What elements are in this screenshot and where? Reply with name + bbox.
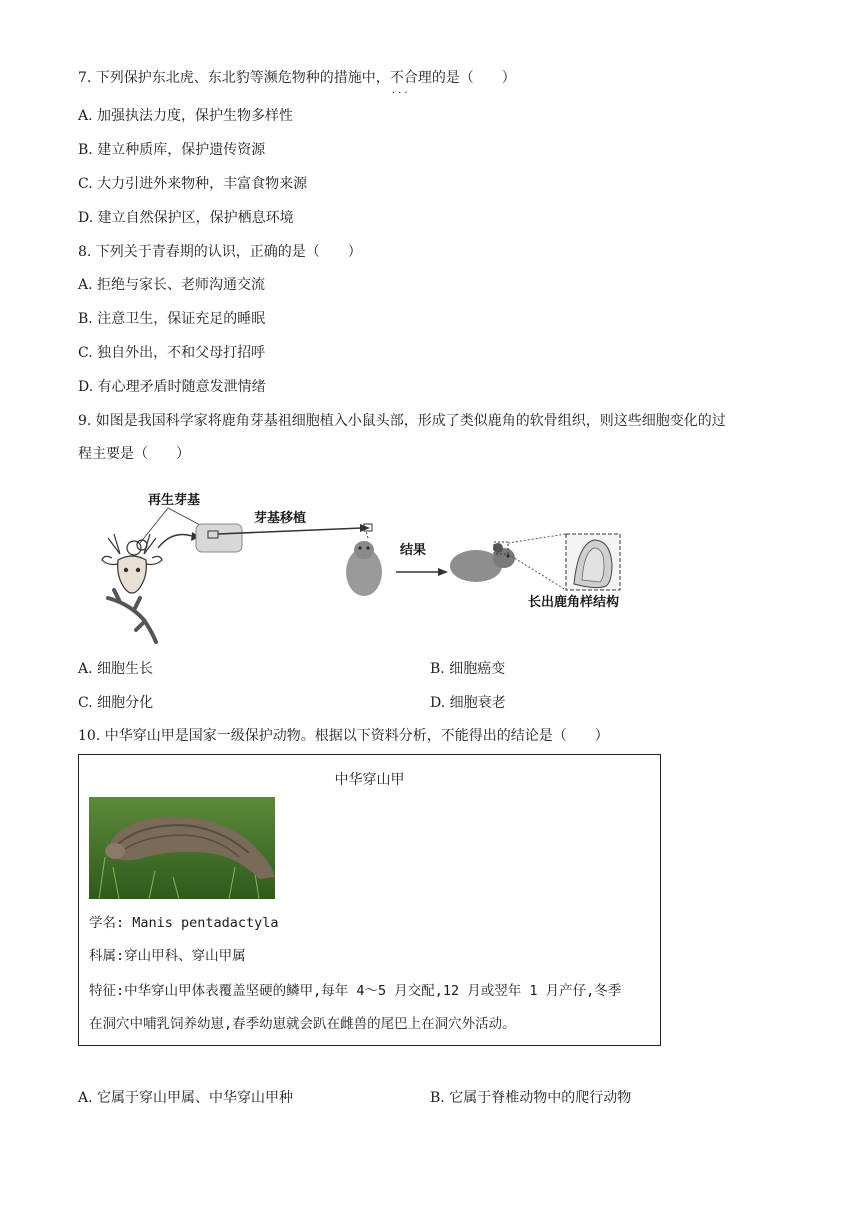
- q9-option-c: C. 细胞分化: [78, 695, 154, 711]
- mouse-before-illustration: [346, 531, 382, 596]
- q8-option-c: C. 独自外出，不和父母打招呼: [78, 345, 266, 361]
- q8-option-a: A. 拒绝与家长、老师沟通交流: [78, 277, 266, 293]
- label-regenerative-blastema: 再生芽基: [148, 493, 201, 508]
- q7-option-c: C. 大力引进外来物种，丰富食物来源: [78, 176, 308, 192]
- q8-option-b: B. 注意卫生，保证充足的睡眠: [78, 311, 266, 327]
- card-title: 中华穿山甲: [334, 772, 405, 788]
- antler-like-structure-magnified: [566, 534, 620, 590]
- blastema-tissue: [196, 524, 242, 552]
- q9-option-d: D. 细胞衰老: [430, 695, 506, 711]
- q8-option-d: D. 有心理矛盾时随意发泄情绪: [78, 379, 266, 395]
- q7-option-a: A. 加强执法力度，保护生物多样性: [78, 108, 294, 124]
- q10-option-b: B. 它属于脊椎动物中的爬行动物: [430, 1090, 632, 1106]
- q7-stem-post: 的是（ ）: [431, 70, 516, 86]
- q10-stem: 10. 中华穿山甲是国家一级保护动物。根据以下资料分析，不能得出的结论是（ ）: [78, 728, 609, 744]
- q7-stem-emphasis: 不合理 · · ·: [390, 70, 432, 86]
- q7-stem: [78, 68, 516, 88]
- q7-option-b: B. 建立种质库，保护遗传资源: [78, 142, 266, 158]
- label-result: 结果: [400, 543, 427, 558]
- label-blastema-transplant: 芽基移植: [254, 511, 307, 526]
- q10-option-a: A. 它属于穿山甲属、中华穿山甲种: [78, 1090, 294, 1106]
- q7-option-d: D. 建立自然保护区，保护栖息环境: [78, 210, 294, 226]
- q9-diagram: [100, 486, 660, 646]
- label-antler-like-structure: 长出鹿角样结构: [528, 595, 620, 610]
- card-family-genus: 科属:穿山甲科、穿山甲属: [89, 948, 246, 964]
- q9-stem-line2: 程主要是（ ）: [78, 446, 190, 462]
- q9-stem-line1: 9. 如图是我国科学家将鹿角芽基祖细胞植入小鼠头部，形成了类似鹿角的软骨组织，则这些细胞变化的过: [78, 413, 726, 429]
- antler-illustration: [108, 590, 156, 642]
- pangolin-info-card: [78, 754, 661, 1046]
- q8-stem: 8. 下列关于青春期的认识，正确的是（ ）: [78, 244, 362, 260]
- card-features-line1: 特征:中华穿山甲体表覆盖坚硬的鳞甲,每年 4～5 月交配,12 月或翌年 1 月产仔,冬季: [89, 983, 622, 999]
- q9-figure: [100, 486, 660, 646]
- card-scientific-name: 学名: Manis pentadactyla: [89, 915, 279, 931]
- pangolin-photo: [89, 797, 275, 899]
- card-features-line2: 在洞穴中哺乳饲养幼崽,春季幼崽就会趴在雌兽的尾巴上在洞穴外活动。: [89, 1016, 516, 1032]
- q9-option-b: B. 细胞癌变: [430, 661, 506, 677]
- q7-stem-pre: 7. 下列保护东北虎、东北豹等濒危物种的措施中，: [78, 70, 390, 86]
- mouse-after-illustration: [450, 542, 515, 582]
- deer-head-illustration: [102, 534, 162, 593]
- q9-option-a: A. 细胞生长: [78, 661, 154, 677]
